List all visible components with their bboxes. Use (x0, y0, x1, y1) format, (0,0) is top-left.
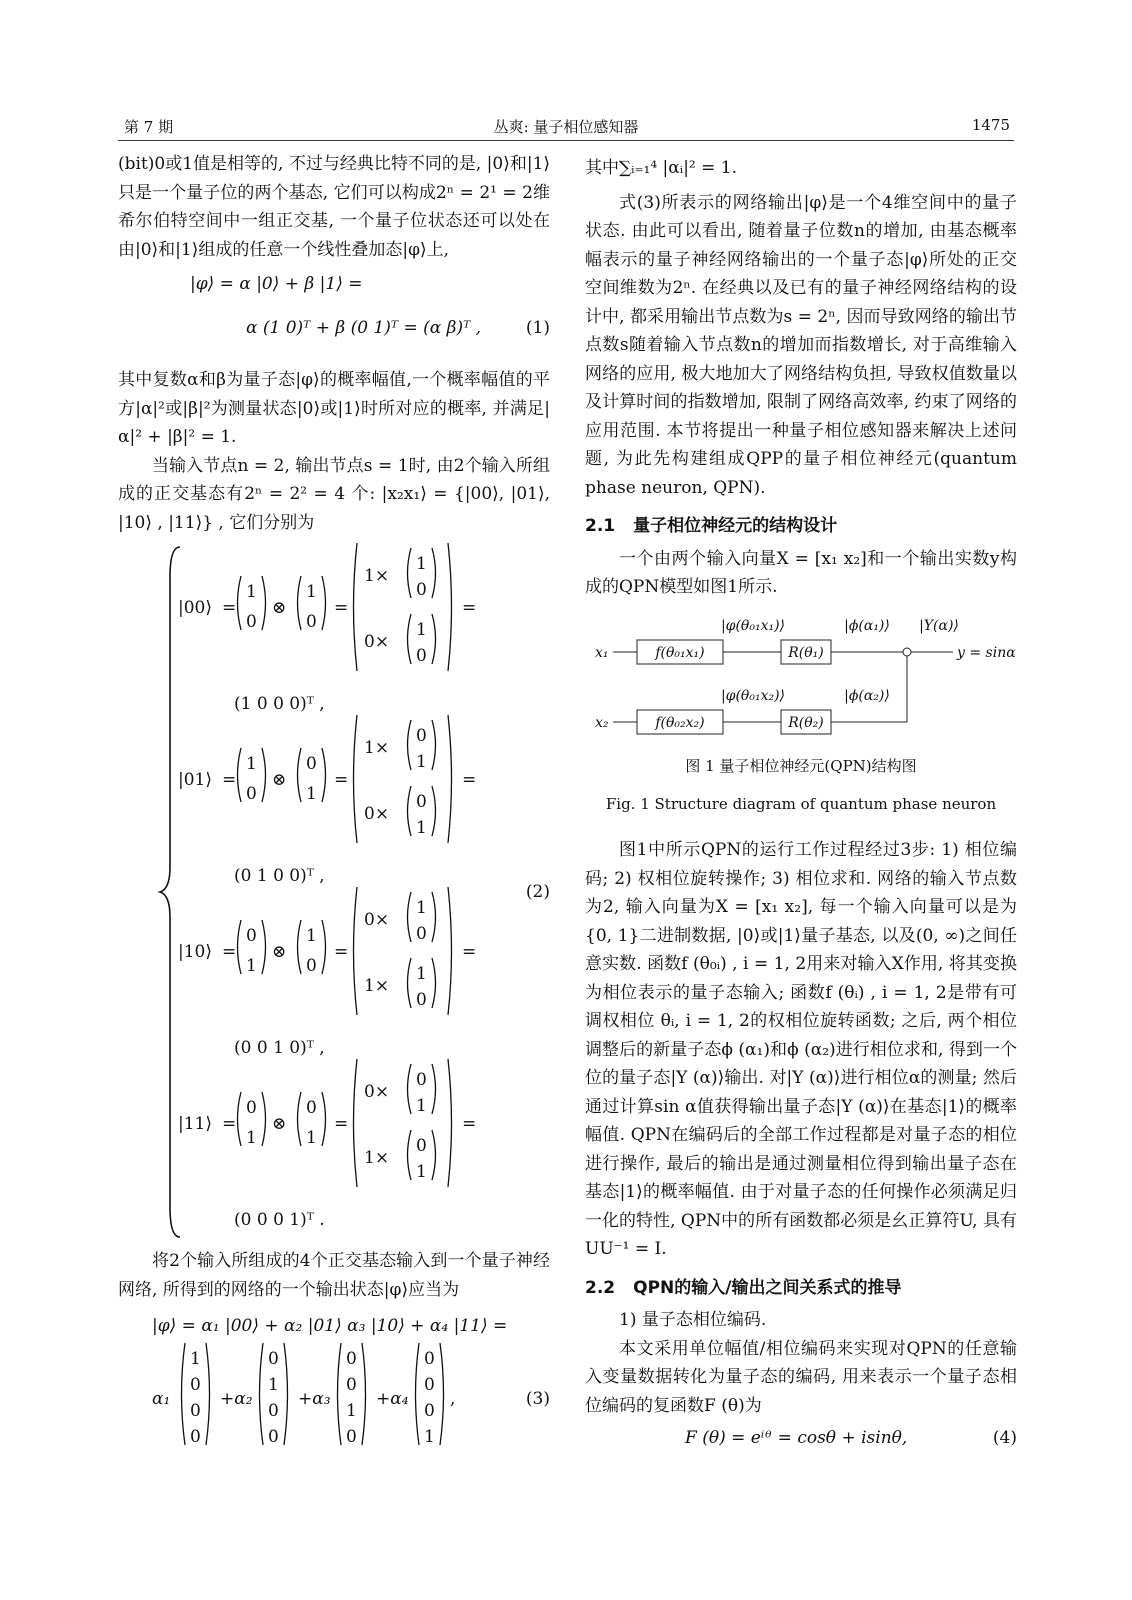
paragraph: 式(3)所表示的网络输出|φ⟩是一个4维空间中的量子状态. 由此可以看出, 随着量子位数n的增加, 由基态概率幅表示的量子神经网络输出的一个量子态|φ⟩所处的正交空间维数为2ⁿ. 在经典以及已有的量子神经网络结构的设计中, 都采用输出节点数为s = 2ⁿ, 因而导致网络的输出节点数s随着输入节点数n的增加而指数增长, 对于高维输入网络的应用, 极大地加大了网络结构负担, 导致权值数量以及计算时间的指数增加, 限制了网络高效率, 约束了网络的应用范围. 本节将提出一种量子相位感知器来解决上述问题, 为此先构建组成QPP的量子相位神经元(quantum phase neuron, QPN). (585, 192, 1017, 498)
phi1-label: |φ(θ₀₁x₁)⟩ (720, 617, 786, 634)
vector-entry: 1 (416, 1162, 427, 1182)
equals-sign: = (334, 1114, 349, 1134)
right-column (585, 150, 1017, 1454)
vector-entry: 1 (306, 926, 317, 946)
left-paren (408, 720, 412, 770)
section-title: QPN的输入/输出之间关系式的推导 (633, 1277, 902, 1298)
vector-entry: 1 (416, 620, 427, 640)
paragraph: 1) 量子态相位编码. (619, 1310, 767, 1330)
vector-entry: 1 (416, 752, 427, 772)
equals-sign: = (222, 770, 237, 790)
right-paren (432, 958, 436, 1008)
figure-1 (585, 610, 1017, 790)
eq3-coefficient: +α₂ (220, 1389, 253, 1409)
left-paren (238, 576, 242, 630)
eq3-number: (3) (525, 1389, 550, 1409)
left-paren (238, 748, 242, 802)
comma: , (450, 1389, 456, 1409)
right-paren (284, 1343, 288, 1445)
right-paren (448, 887, 452, 1015)
left-paren (354, 1059, 358, 1187)
left-paren (408, 614, 412, 664)
vector-entry: 0 (346, 1427, 357, 1447)
vector-entry: 0 (306, 754, 317, 774)
paragraph: (bit)0或1值是相等的, 不过与经典比特不同的是, |0⟩和|1⟩只是一个量子位的两个基态, 它们可以构成2ⁿ = 2¹ = 2维希尔伯特空间中一组正交基, 一个量子位状态还可以处在由|0⟩和|1⟩组成的任意一个线性叠加态|φ⟩上, (118, 154, 551, 260)
vector-entry: 0 (246, 612, 257, 632)
vector-entry: 1 (306, 1128, 317, 1148)
eq2-ket: |01⟩ (178, 770, 212, 790)
y-state-label: |Y(α)⟩ (919, 617, 959, 634)
coefficient: 0× (364, 1082, 390, 1102)
page-number: 1475 (971, 116, 1010, 134)
right-paren (432, 720, 436, 770)
left-paren (238, 920, 242, 974)
output-label: y = sinα (957, 644, 1016, 661)
eq2-row (178, 1059, 476, 1230)
vector-entry: 1 (424, 1427, 435, 1447)
left-paren (260, 1343, 264, 1445)
right-paren (448, 543, 452, 671)
right-paren (440, 1343, 444, 1445)
vector-entry: 0 (416, 924, 427, 944)
input-x1: x₁ (595, 644, 609, 661)
vector-entry: 0 (246, 1098, 257, 1118)
eq3-line1-wrap (118, 1312, 550, 1342)
sum-node (903, 648, 911, 656)
right-paren (432, 1130, 436, 1180)
figure-caption-en: Fig. 1 Structure diagram of quantum phase neuron (605, 794, 997, 813)
equals-sign: = (222, 942, 237, 962)
right-paren (262, 1092, 266, 1146)
vector-entry: 1 (246, 1128, 257, 1148)
equals-sign: = (334, 598, 349, 618)
vector-entry: 1 (306, 582, 317, 602)
left-paren (408, 1064, 412, 1114)
left-paren (354, 715, 358, 843)
equals-sign: = (222, 598, 237, 618)
right-paren (262, 576, 266, 630)
left-paren (408, 892, 412, 942)
vector-entry: 0 (416, 580, 427, 600)
eq1-number: (1) (525, 318, 550, 338)
equals-sign: = (222, 1114, 237, 1134)
right-paren (432, 548, 436, 598)
eq2-transpose-row: (0 0 0 1)ᵀ . (234, 1210, 325, 1230)
right-paren (448, 1059, 452, 1187)
left-paren (354, 887, 358, 1015)
equals-sign: = (334, 942, 349, 962)
left-paren (298, 576, 302, 630)
issue-number: 第 7 期 (124, 118, 174, 136)
vector-entry: 0 (346, 1349, 357, 1369)
left-paren (298, 920, 302, 974)
eq3-coefficient: α₁ (152, 1389, 171, 1409)
vector-entry: 0 (416, 646, 427, 666)
equals-sign: = (462, 1114, 477, 1134)
vector-entry: 1 (346, 1401, 357, 1421)
vector-entry: 1 (268, 1375, 279, 1395)
eq3-line1: |φ⟩ = α₁ |00⟩ + α₂ |01⟩ α₃ |10⟩ + α₄ |11⟩ = (152, 1316, 508, 1336)
eq2-transpose-row: (0 1 0 0)ᵀ , (234, 866, 325, 886)
left-brace (160, 547, 180, 1237)
vector-entry: 0 (424, 1375, 435, 1395)
vector-entry: 1 (246, 754, 257, 774)
vector-entry: 0 (416, 1136, 427, 1156)
f2-label: f(θ₀₂x₂) (655, 714, 705, 731)
equation-3 (118, 1342, 550, 1454)
equation-1 (118, 270, 550, 366)
vector-entry: 1 (416, 1096, 427, 1116)
vector-entry: 0 (190, 1427, 201, 1447)
coefficient: 1× (364, 566, 390, 586)
running-header (118, 114, 1014, 141)
coefficient: 0× (364, 632, 390, 652)
tensor-sign: ⊗ (272, 1114, 287, 1134)
r2-label: R(θ₂) (788, 714, 824, 731)
paragraph: 一个由两个输入向量X = [x₁ x₂]和一个输出实数y构成的QPN模型如图1所示. (585, 548, 1017, 597)
vector-entry: 1 (416, 554, 427, 574)
left-paren (416, 1343, 420, 1445)
eq2-ket: |10⟩ (178, 942, 212, 962)
right-paren (432, 614, 436, 664)
vector-entry: 0 (424, 1401, 435, 1421)
paragraph: 图1中所示QPN的运行工作过程经过3步: 1) 相位编码; 2) 权相位旋转操作; 3) 相位求和. 网络的输入节点数为2, 输入向量为X = [x₁ x₂], 每一个输入向量可以是为{0, 1}二进制数据, |0⟩或|1⟩量子基态, 以及(0, ∞)之间任意实数. 函数f (θ₀ᵢ) , i = 1, 2用来对输入X作用, 将其变换为相位表示的量子态输入; 函数f (θᵢ) , i = 1, 2是带有可调权相位 θᵢ, i = 1, 2的权相位旋转函数; 之后, 两个相位调整后的新量子态ϕ (α₁)和ϕ (α₂)进行相位求和, 得到一个位的量子态|Y (α)⟩输出. 对|Y (α)⟩进行相位α的测量; 然后通过计算sin α值获得输出量子态|Y (α)⟩在基态|1⟩的概率幅值. QPN在编码后的全部工作过程都是对量子态的相位进行操作, 最后的输出是通过测量相位得到输出量子态在基态|1⟩的概率幅值. 由于对量子态的任何操作必须满足归一化的特性, QPN中的所有函数都必须是幺正算符U, 具有UU⁻¹ = I. (585, 840, 1017, 1259)
vector-entry: 1 (416, 818, 427, 838)
vector-entry: 0 (416, 1070, 427, 1090)
eq2-row (178, 715, 476, 886)
left-paren (298, 1092, 302, 1146)
equals-sign: = (462, 598, 477, 618)
input-x2: x₂ (595, 714, 609, 731)
right-paren (432, 892, 436, 942)
eq1-line2: α (1 0)ᵀ + β (0 1)ᵀ = (α β)ᵀ , (246, 318, 482, 338)
f1-label: f(θ₀₁x₁) (655, 644, 705, 661)
vector-entry: 0 (190, 1401, 201, 1421)
figure-caption-zh: 图 1 量子相位神经元(QPN)结构图 (685, 756, 917, 775)
equals-sign: = (334, 770, 349, 790)
qpn-structure-diagram (585, 610, 1017, 760)
vector-entry: 0 (246, 926, 257, 946)
tensor-sign: ⊗ (272, 942, 287, 962)
equation-2 (118, 537, 550, 1247)
eq2-row (178, 543, 476, 714)
vector-entry: 0 (306, 1098, 317, 1118)
running-title: 丛爽: 量子相位感知器 (493, 118, 639, 136)
vector-entry: 0 (190, 1375, 201, 1395)
vector-entry: 1 (416, 964, 427, 984)
eq2-ket: |00⟩ (178, 598, 212, 618)
right-paren (322, 1092, 326, 1146)
equation-4 (585, 1424, 1017, 1454)
eq2-ket: |11⟩ (178, 1114, 212, 1134)
right-paren (432, 786, 436, 836)
left-paren (408, 958, 412, 1008)
coefficient: 1× (364, 738, 390, 758)
right-paren (362, 1343, 366, 1445)
vector-entry: 0 (416, 726, 427, 746)
equals-sign: = (462, 942, 477, 962)
right-paren (322, 920, 326, 974)
left-paren (408, 1130, 412, 1180)
alpha1-label: |ϕ(α₁)⟩ (844, 617, 890, 634)
eq4-body: F (θ) = eⁱᶿ = cosθ + isinθ, (685, 1428, 908, 1448)
section-title: 量子相位神经元的结构设计 (633, 516, 838, 536)
left-paren (354, 543, 358, 671)
eq3-coefficient: +α₃ (298, 1389, 331, 1409)
paragraph: 其中∑ᵢ₌₁⁴ |αᵢ|² = 1. (585, 158, 738, 178)
vector-entry: 0 (416, 990, 427, 1010)
vector-entry: 0 (246, 784, 257, 804)
right-paren (448, 715, 452, 843)
right-paren (432, 1064, 436, 1114)
paragraph: 本文采用单位幅值/相位编码来实现对QPN的任意输入变量数据转化为量子态的编码, 用来表示一个量子态相位编码的复函数F (θ)为 (585, 1338, 1017, 1416)
paragraph: 当输入节点n = 2, 输出节点s = 1时, 由2个输入所组成的正交基态有2ⁿ = 2² = 4 个: |x₂x₁⟩ = {|00⟩, |01⟩, |10⟩ , |11⟩} , 它们分别为 (118, 455, 550, 533)
vector-entry: 1 (246, 956, 257, 976)
left-paren (408, 548, 412, 598)
vector-entry: 1 (416, 898, 427, 918)
vector-entry: 0 (268, 1427, 279, 1447)
section-number: 2.1 (585, 516, 616, 536)
right-paren (322, 576, 326, 630)
vector-entry: 1 (246, 582, 257, 602)
section-heading-2-2 (585, 1274, 1017, 1303)
vector-entry: 0 (268, 1349, 279, 1369)
tensor-sign: ⊗ (272, 770, 287, 790)
vector-entry: 0 (306, 956, 317, 976)
vector-entry: 0 (306, 612, 317, 632)
vector-entry: 1 (190, 1349, 201, 1369)
left-paren (338, 1343, 342, 1445)
eq2-row (178, 887, 476, 1058)
vector-entry: 0 (416, 792, 427, 812)
coefficient: 0× (364, 804, 390, 824)
r1-label: R(θ₁) (788, 644, 824, 661)
left-paren (182, 1343, 186, 1445)
eq2-transpose-row: (0 0 1 0)ᵀ , (234, 1038, 325, 1058)
vector-entry: 1 (306, 784, 317, 804)
coefficient: 1× (364, 1148, 390, 1168)
right-paren (206, 1343, 210, 1445)
eq4-number: (4) (992, 1428, 1017, 1448)
eq3-coefficient: +α₄ (376, 1389, 409, 1409)
section-heading-2-1 (585, 512, 1017, 541)
eq2-transpose-row: (1 0 0 0)ᵀ , (234, 694, 325, 714)
coefficient: 1× (364, 976, 390, 996)
coefficient: 0× (364, 910, 390, 930)
left-paren (408, 786, 412, 836)
alpha2-label: |ϕ(α₂)⟩ (844, 687, 890, 704)
phi2-label: |φ(θ₀₁x₂)⟩ (720, 687, 786, 704)
right-paren (322, 748, 326, 802)
eq1-line1: |φ⟩ = α |0⟩ + β |1⟩ = (190, 274, 363, 294)
left-column (118, 150, 550, 1454)
equals-sign: = (462, 770, 477, 790)
vector-entry: 0 (268, 1401, 279, 1421)
left-paren (238, 1092, 242, 1146)
vector-entry: 0 (424, 1349, 435, 1369)
right-paren (262, 920, 266, 974)
left-paren (298, 748, 302, 802)
vector-entry: 0 (346, 1375, 357, 1395)
tensor-sign: ⊗ (272, 598, 287, 618)
section-number: 2.2 (585, 1277, 616, 1298)
paragraph: 其中复数α和β为量子态|φ⟩的概率幅值,一个概率幅值的平方|α|²或|β|²为测量状态|0⟩或|1⟩时所对应的概率, 并满足|α|² + |β|² = 1. (118, 370, 550, 447)
eq2-number: (2) (525, 882, 550, 902)
right-paren (262, 748, 266, 802)
paragraph: 将2个输入所组成的4个正交基态输入到一个量子神经网络, 所得到的网络的一个输出状态|φ⟩应当为 (118, 1251, 550, 1300)
